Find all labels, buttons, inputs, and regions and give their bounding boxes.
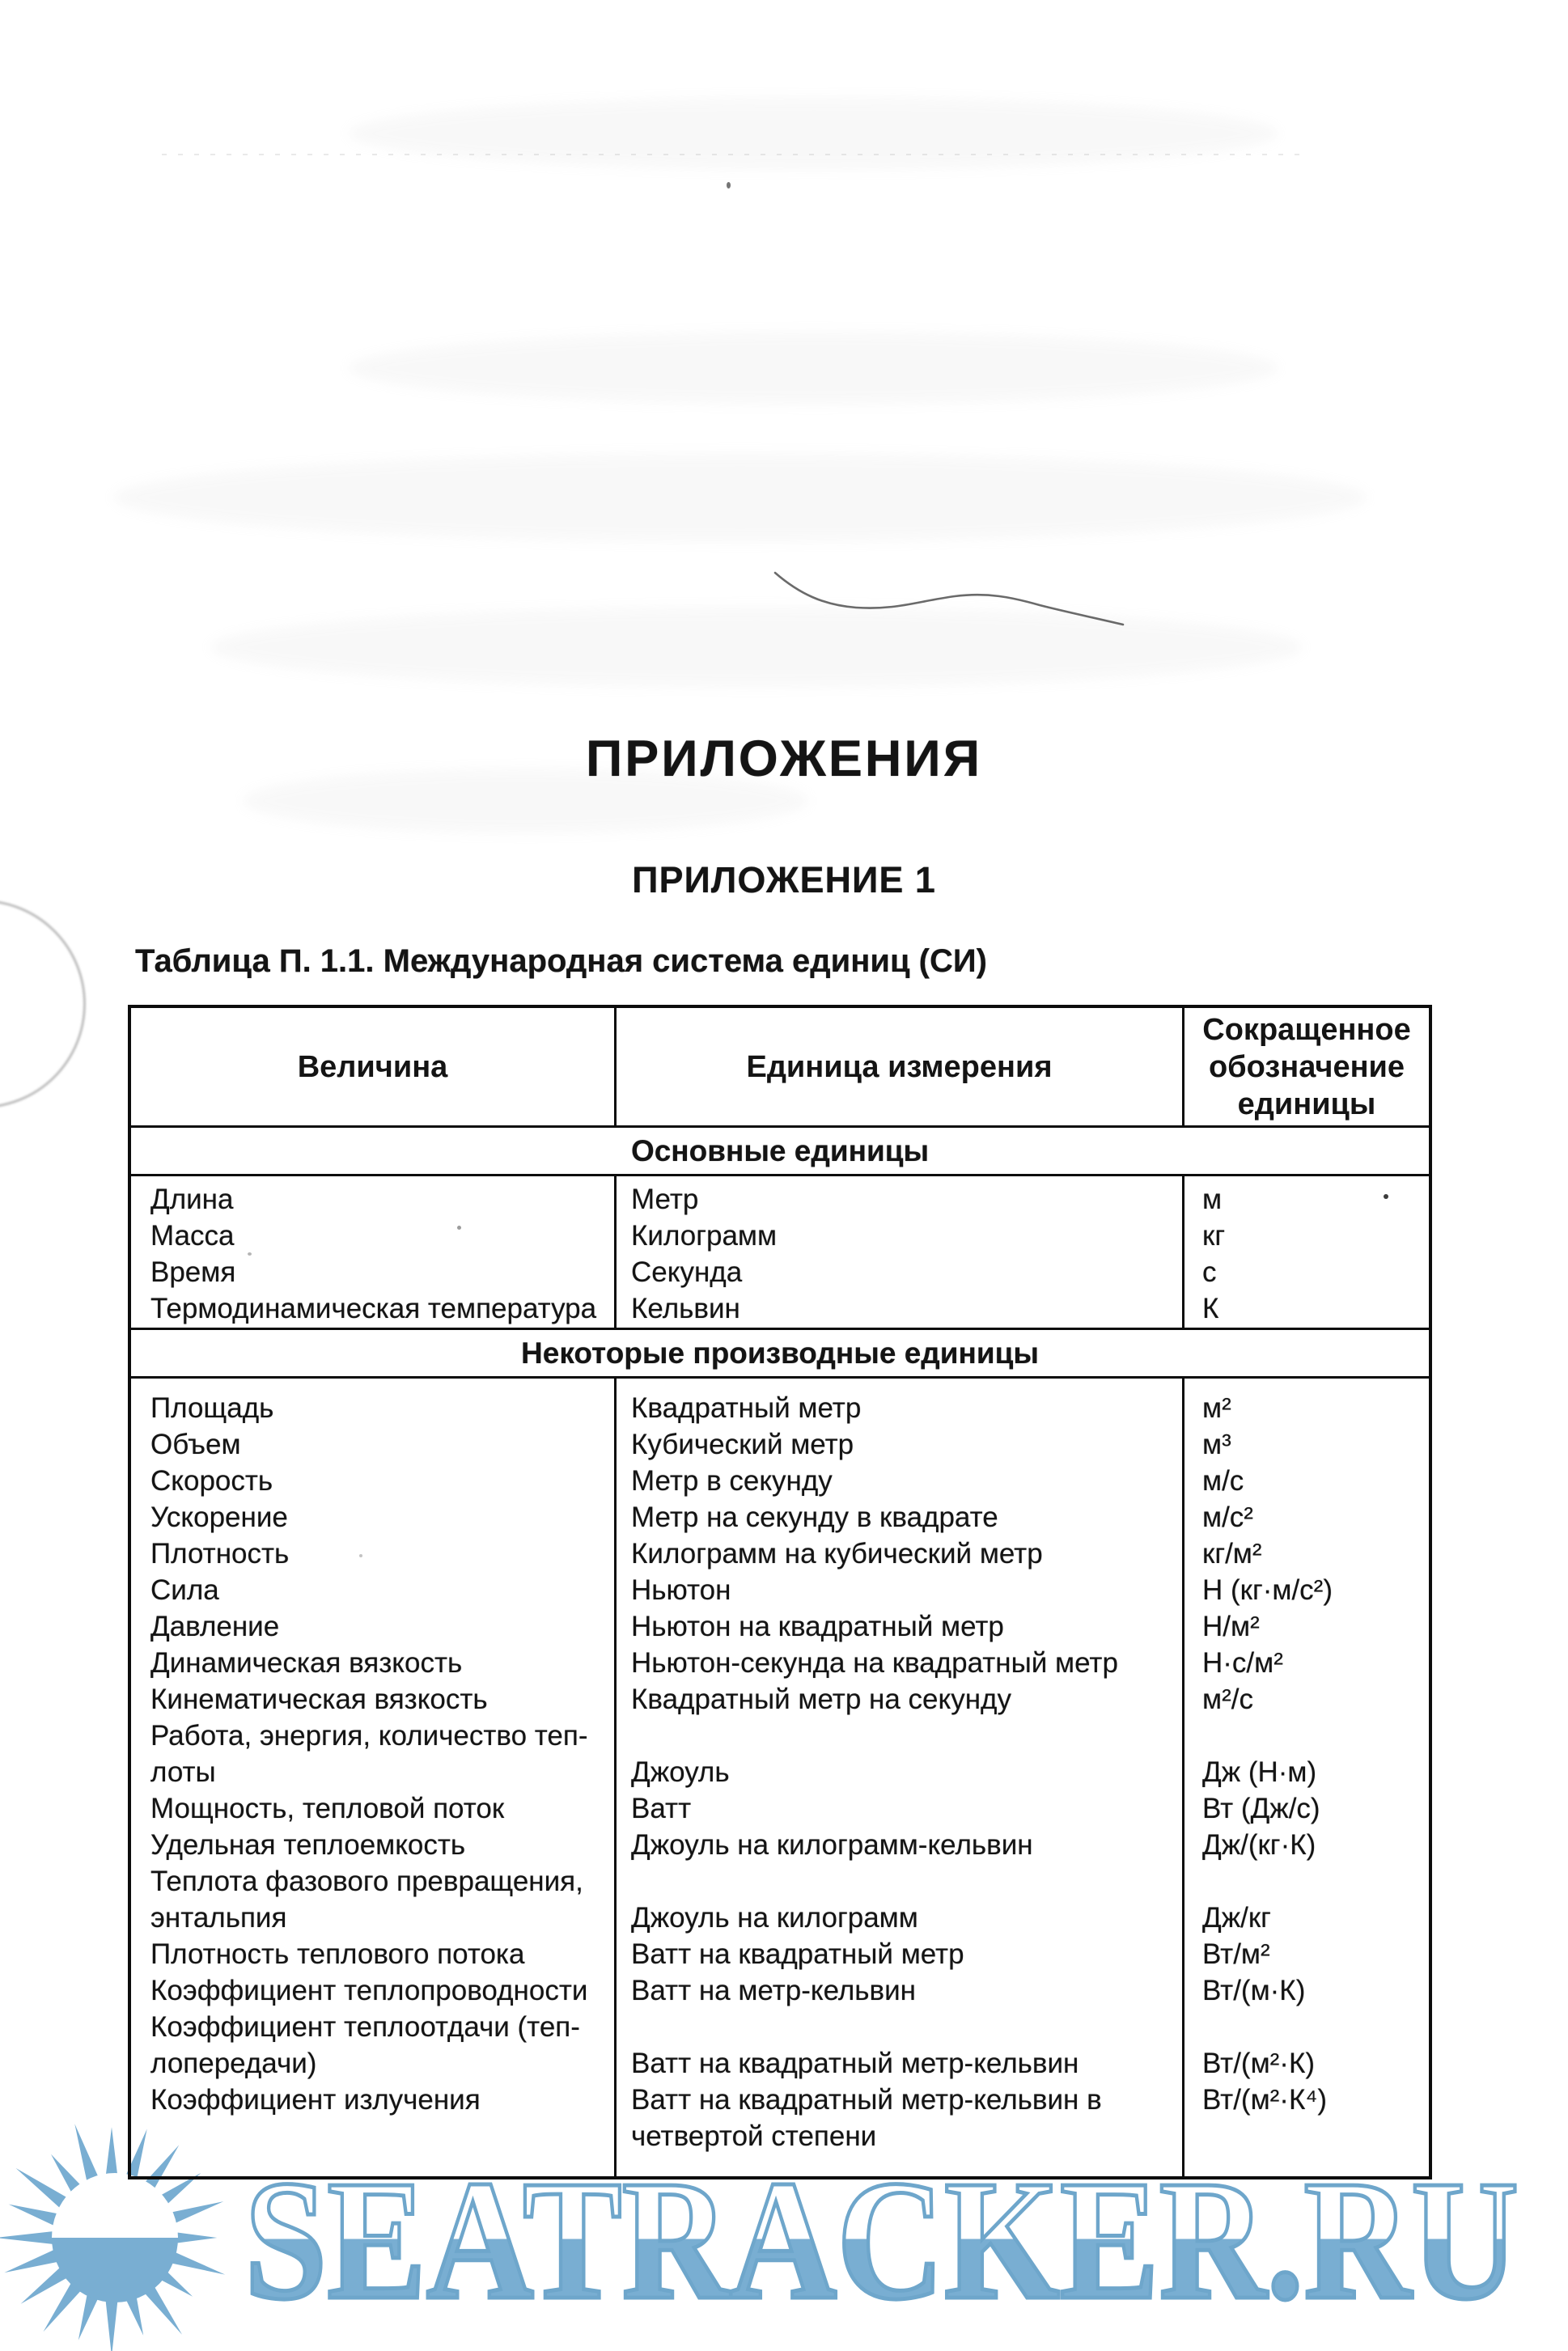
derived-quantity-column: Площадь Объем Скорость Ускорение Плотность Сила Давление Динамическая вязкость Кинематическая вязкость Работа, энергия, количество теп- лоты Мощность, тепловой поток Удельная теплоемкость Теплота фазового превращения, энтальпия Плотность теплового потока Коэффициент теплопроводности Коэффициент теплоотдачи (теп- лопередачи) Коэффициент излучения bbox=[131, 1379, 617, 2176]
page-title: ПРИЛОЖЕНИЯ bbox=[586, 731, 982, 787]
section-header-basic-units: Основные единицы bbox=[131, 1128, 1429, 1176]
column-header-quantity: Величина bbox=[131, 1008, 617, 1128]
derived-unit-column: Квадратный метр Кубический метр Метр в секунду Метр на секунду в квадрате Килограмм на кубический метр Ньютон Ньютон на квадратный метр Ньютон-секунда на квадратный метр Квадратный метр на секунду Джоуль Ватт Джоуль на килограмм-кельвин Джоуль на килограмм Ватт на квадратный метр Ватт на метр-кельвин Ватт на квадратный метр-кельвин Ватт на квадратный метр-кельвин в четвертой степени bbox=[617, 1379, 1184, 2176]
ink-speck bbox=[727, 182, 731, 189]
column-header-unit: Единица измерения bbox=[617, 1008, 1184, 1128]
scan-noise-band bbox=[113, 453, 1367, 542]
scan-noise-band bbox=[348, 97, 1278, 170]
page-stain-circle bbox=[0, 900, 86, 1108]
pen-squiggle-mark bbox=[752, 560, 1149, 637]
si-units-table bbox=[128, 1005, 1432, 2179]
section-header-derived-units: Некоторые производные единицы bbox=[131, 1330, 1429, 1379]
derived-symbol-column: м² м³ м/с м/с² кг/м² Н (кг·м/с²) Н/м² Н·с/м² м²/с Дж (Н·м) Вт (Дж/с) Дж/(кг·К) Дж/кг Вт/м² Вт/(м·К) Вт/(м²·К) Вт/(м²·К⁴) bbox=[1202, 1392, 1333, 2116]
basic-unit-column: Метр Килограмм Секунда Кельвин bbox=[617, 1176, 1184, 1330]
table-caption: Таблица П. 1.1. Международная система единиц (СИ) bbox=[135, 943, 987, 979]
scan-noise-band bbox=[348, 332, 1278, 405]
scan-dotted-line bbox=[162, 154, 1311, 155]
watermark-text: SEATRACKER.RU bbox=[244, 2145, 1519, 2335]
appendix-heading: ПРИЛОЖЕНИЕ 1 bbox=[632, 859, 936, 900]
basic-symbol-column: м кг с К bbox=[1184, 1176, 1429, 1330]
basic-quantity-column: Длина Масса Время Термодинамическая температура bbox=[131, 1176, 617, 1330]
column-header-symbol: Сокращенное обозначение единицы bbox=[1184, 1008, 1429, 1128]
